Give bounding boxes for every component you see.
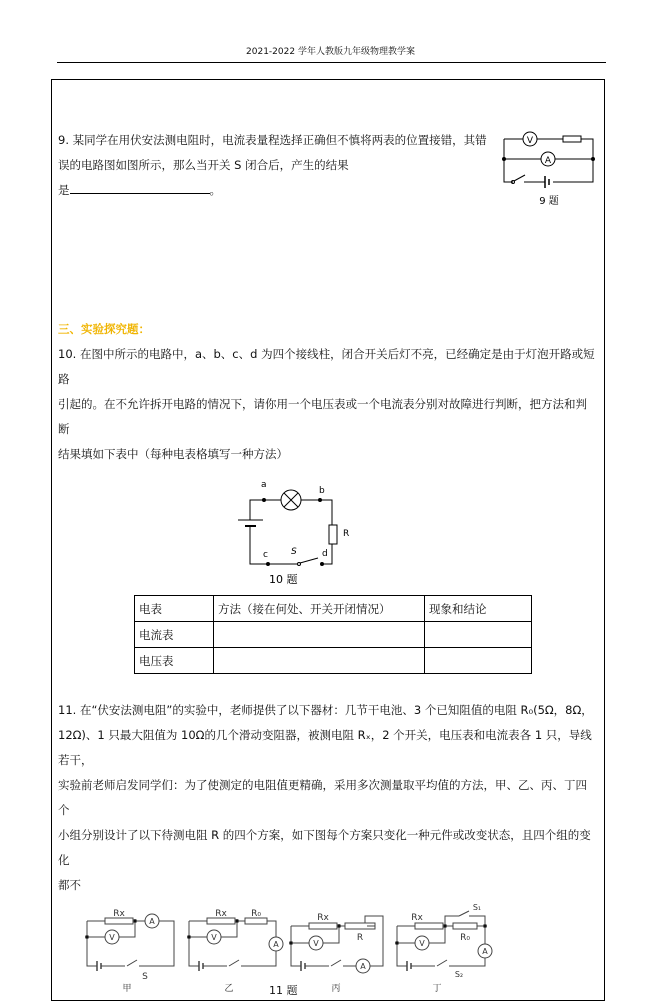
q11-line-2: 12Ω)、1 只最大阻值为 10Ω的几个滑动变阻器，被测电阻 Rₓ，2 个开关，电压表和电流表各 1 只，导线若干， [58,728,592,767]
q9-line-1: 9. 某同学在用伏安法测电阻时，电流表量程选择正确但不慎将两表的位置接错，其错 [58,133,487,147]
resistor-symbol [329,525,337,544]
voltmeter-label: V [109,933,115,942]
table-cell: 电流表 [135,622,214,648]
q9-text [58,128,488,203]
table-cell-answer[interactable] [425,648,532,674]
terminal-b-label: b [319,486,325,496]
circuit-ding [396,903,493,994]
switch-s-label: S [291,547,297,557]
rx-label: Rx [113,909,125,919]
q9-a-label: A [544,156,552,166]
header-divider [57,62,606,63]
table-header-cell: 方法（接在何处、开关开闭情况） [214,596,425,622]
resistor-symbol [563,136,581,142]
section-title: 三、实验探究题： [58,322,150,336]
q9-block [58,128,598,210]
voltmeter-label: V [419,939,425,948]
q10-line-2: 引起的。在不允许拆开电路的情况下，请你用一个电压表或一个电流表分别对故障进行判断，把方法和判断 [58,397,587,436]
q11-line-5: 都不 [58,878,81,892]
terminal-c-label: c [263,550,268,560]
q9-line-3-text: 是 [58,183,70,197]
r0-label: R₀ [251,909,261,919]
content-frame [51,79,605,1001]
page-header: 2021-2022 学年人教版九年级物理教学案 [246,47,415,57]
q9-line-2: 误的电路图如图所示，那么当开关 S 闭合后，产生的结果 [58,158,349,172]
terminal-a-label: a [261,480,267,490]
q11-figure-caption: 11 题 [269,984,298,997]
circuit-yi [188,909,284,994]
q11-block [58,698,598,898]
group-label: 乙 [224,984,234,994]
q11-line-3: 实验前老师启发同学们：为了使测定的电阻值更精确，采用多次测量取平均值的方法，甲、乙、丙、丁四个 [58,778,587,817]
circuit-bing [290,913,384,994]
voltmeter-label: V [313,939,319,948]
rx-label: Rx [411,913,423,923]
table-row [135,622,532,648]
ammeter-label: A [273,940,279,949]
spacer [58,210,598,317]
voltmeter-label: V [211,933,217,942]
q10-figure-caption: 10 题 [269,573,298,586]
q9-line-3 [58,178,488,203]
q11-circuit-diagrams [82,904,502,996]
lamp-symbol [281,490,301,510]
switch-label: S [142,972,148,982]
rx-label: Rx [317,913,329,923]
ammeter-label: A [360,962,366,971]
q10-line-3: 结果填如下表中（每种电表格填写一种方法） [58,447,288,461]
switch-s2-label: S₂ [454,970,464,979]
group-label: 甲 [122,984,132,994]
q11-line-1: 11. 在“伏安法测电阻”的实验中，老师提供了以下器材：几节干电池、3 个已知阻值的电阻 R₀(5Ω，8Ω， [58,703,593,717]
r0-label: R₀ [460,933,470,943]
resistor-r-label: R [343,529,350,539]
rheostat-label: R [356,933,364,943]
table-cell: 电压表 [135,648,214,674]
group-label: 丙 [331,984,341,994]
q9-answer-blank[interactable] [70,182,210,194]
q10-line-1: 10. 在图中所示的电路中，a、b、c、d 为四个接线柱，闭合开关后灯不亮，已经确定是由于灯泡开路或短路 [58,347,595,386]
battery-symbol [545,176,549,188]
q10-answer-table [134,595,532,674]
table-cell-answer[interactable] [214,622,425,648]
q10-circuit-diagram [226,475,356,587]
ammeter-label: A [482,947,488,956]
rx-label: Rx [215,909,227,919]
terminal-d-label: d [322,549,328,559]
group-label: 丁 [432,984,442,994]
switch-s1-label: S₁ [472,903,482,912]
q9-v-label: V [526,136,534,146]
q9-circuit-diagram [500,124,596,210]
ammeter-label: A [149,917,155,926]
table-row [135,648,532,674]
table-header-cell: 现象和结论 [425,596,532,622]
table-cell-answer[interactable] [425,622,532,648]
q9-figure-caption: 9 题 [539,196,559,207]
q9-end: 。 [209,183,221,197]
table-header-row [135,596,532,622]
q11-line-4: 小组分别设计了以下待测电阻 R 的四个方案，如下图每个方案只变化一种元件或改变状态，且四个组的变化 [58,828,591,867]
table-cell-answer[interactable] [214,648,425,674]
circuit-jia [86,909,175,994]
table-header-cell: 电表 [135,596,214,622]
